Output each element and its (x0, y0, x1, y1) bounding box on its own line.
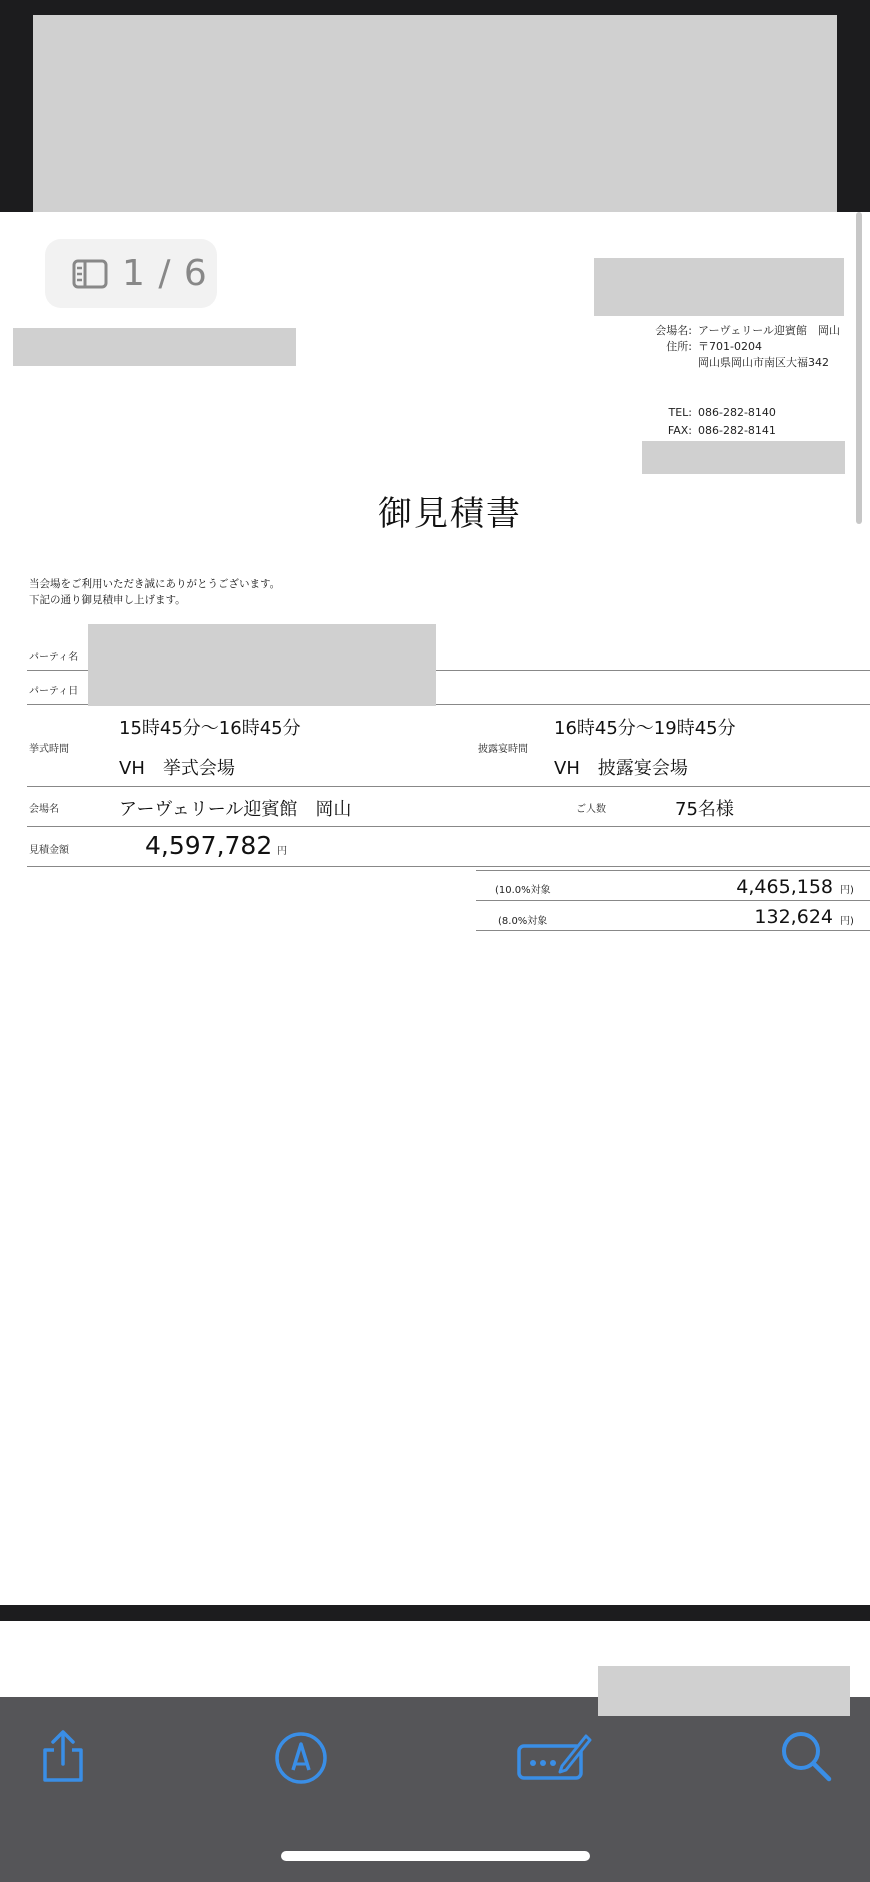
divider (476, 870, 870, 871)
tax10-value: 4,465,158 (736, 876, 833, 898)
address: 岡山県岡山市南区大福342 (698, 356, 829, 369)
tel-number: 086-282-8140 (698, 406, 776, 419)
venue-name: アーヴェリール迎賓館 岡山 (698, 324, 841, 337)
party-date-label: パーティ日 (29, 686, 79, 697)
reception-place: VH 披露宴会場 (554, 758, 688, 779)
ceremony-place: VH 挙式会場 (119, 758, 235, 779)
party-name-label: パーティ名 (29, 652, 79, 663)
guests-label: ご人数 (576, 804, 606, 815)
tax10-unit: 円) (840, 885, 854, 896)
redacted-area (598, 1666, 850, 1716)
postal-code: 〒701-0204 (698, 340, 762, 353)
redacted-area (13, 328, 296, 366)
greeting-line-2: 下記の通り御見積申し上げます。 (29, 594, 186, 606)
home-indicator[interactable] (281, 1851, 590, 1861)
estimate-label: 見積金額 (29, 845, 69, 856)
divider (27, 786, 870, 787)
redacted-area (642, 441, 845, 474)
address-label: 住所: (666, 340, 692, 353)
sidebar-icon (72, 259, 108, 289)
tax8-value: 132,624 (754, 906, 833, 928)
greeting (29, 576, 280, 608)
share-icon[interactable] (35, 1728, 91, 1784)
tax8-label: (8.0%対象 (498, 916, 548, 927)
estimate-value: 4,597,782 (145, 831, 273, 860)
page-indicator[interactable] (45, 239, 217, 308)
document-title: 御見積書 (378, 494, 522, 534)
ceremony-time: 15時45分〜16時45分 (119, 718, 301, 739)
page-separator (0, 1605, 870, 1621)
redacted-area (33, 15, 837, 219)
search-icon[interactable] (778, 1728, 834, 1784)
page-number: 1 / 6 (122, 253, 208, 294)
reception-time: 16時45分〜19時45分 (554, 718, 736, 739)
tax10-label: (10.0%対象 (495, 885, 551, 896)
tax8-unit: 円) (840, 916, 854, 927)
ceremony-time-label: 挙式時間 (29, 744, 69, 755)
divider (476, 900, 870, 901)
divider (476, 930, 870, 931)
estimate-unit: 円 (277, 846, 287, 857)
reception-time-label: 披露宴時間 (478, 744, 528, 755)
venue-label: 会場名 (29, 804, 59, 815)
markup-icon[interactable] (273, 1730, 329, 1786)
signature-icon[interactable] (516, 1728, 592, 1784)
redacted-area (88, 624, 436, 706)
venue-name-label: 会場名: (655, 324, 692, 337)
venue-info (640, 323, 860, 371)
guests-value: 75名様 (675, 799, 734, 820)
fax-label: FAX: (667, 424, 692, 437)
venue-contact (640, 405, 860, 441)
divider (27, 826, 870, 827)
venue-value: アーヴェリール迎賓館 岡山 (119, 799, 352, 820)
redacted-area (594, 258, 844, 316)
tel-label: TEL: (668, 406, 692, 419)
divider (27, 866, 870, 867)
greeting-line-1: 当会場をご利用いただき誠にありがとうございます。 (29, 578, 281, 590)
fax-number: 086-282-8141 (698, 424, 776, 437)
